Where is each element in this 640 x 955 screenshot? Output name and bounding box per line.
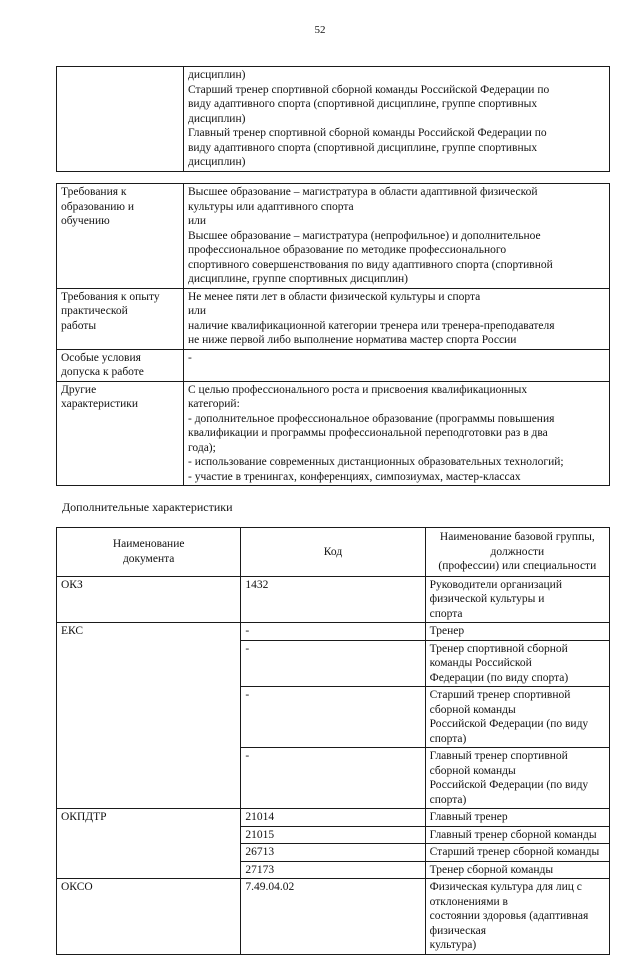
text-line: виду адаптивного спорта (спортивной дисциплине, группе спортивных: [188, 98, 538, 110]
text-line: Старший тренер спортивной сборной команды Российской Федерации по: [188, 83, 550, 96]
page-number: 52: [314, 24, 326, 36]
section-title: Дополнительные характеристики: [62, 500, 233, 514]
position-name-cell: [425, 748, 609, 809]
code-cell: 1432: [241, 576, 425, 623]
requirement-text: дисциплине, группе спортивных дисциплин): [188, 273, 408, 285]
header-text: Наименование базовой группы, должности: [439, 531, 595, 558]
table-row: [57, 381, 610, 486]
position-name: Тренер сборной команды: [429, 863, 554, 876]
position-name: Главный тренер сборной команды: [429, 828, 597, 841]
position-name: Физическая культура для лиц с отклонениями в: [429, 881, 582, 908]
continuation-cell: [184, 67, 610, 172]
table-row: [57, 67, 610, 172]
code-cell: 26713: [241, 844, 425, 862]
table-row: [57, 288, 610, 349]
requirement-value-cell: [184, 349, 610, 381]
requirement-text: - использование современных дистанционных образовательных технологий;: [188, 456, 564, 468]
requirement-text: Высшее образование – магистратура в области адаптивной физической: [188, 186, 538, 198]
requirement-label: работы: [61, 319, 97, 332]
text-line: виду адаптивного спорта (спортивной дисциплине, группе спортивных: [188, 141, 538, 154]
text-line: дисциплин): [188, 112, 246, 125]
code-cell: 21014: [241, 809, 425, 827]
requirement-text: категорий:: [188, 398, 240, 410]
requirement-text: спортивного совершенствования по виду адаптивного спорта (спортивной: [188, 258, 553, 271]
requirement-text: не ниже первой либо выполнение норматива мастер спорта России: [188, 334, 517, 346]
position-name: Федерации (по виду спорта): [429, 671, 569, 684]
requirement-text: профессиональное образование по методике профессионального: [188, 244, 507, 256]
position-name: Главный тренер спортивной сборной команды: [429, 750, 568, 777]
text-line: дисциплин): [188, 156, 246, 168]
header-text: (профессии) или специальности: [438, 560, 597, 572]
requirement-label: Требования к: [61, 186, 127, 198]
position-name: Старший тренер сборной команды: [429, 846, 600, 858]
table-row: [57, 576, 610, 623]
requirement-label: практической: [61, 305, 128, 317]
position-name-cell: [425, 687, 609, 748]
code-cell: -: [241, 748, 425, 809]
position-name-cell: [425, 623, 609, 641]
text-line: дисциплин): [188, 69, 246, 81]
position-name: Руководители организаций физической культуры и: [429, 578, 562, 605]
requirement-text: Не менее пяти лет в области физической культуры и спорта: [188, 290, 481, 303]
requirement-label-cell: [57, 349, 184, 381]
requirement-value-cell: [184, 288, 610, 349]
requirement-text: квалификации и программы профессиональной переподготовки раз в два: [188, 427, 548, 439]
requirement-text: - участие в тренингах, конференциях, симпозиумах, мастер-классах: [188, 470, 521, 483]
position-name: Российской Федерации (по виду спорта): [429, 779, 589, 806]
position-name: Российской Федерации (по виду спорта): [429, 718, 589, 745]
code-cell: 21015: [241, 826, 425, 844]
position-name-cell: [425, 844, 609, 862]
position-name-cell: [425, 809, 609, 827]
column-header: [241, 528, 425, 577]
requirement-text: или: [188, 305, 207, 317]
header-text: документа: [122, 552, 175, 565]
empty-label-cell: [57, 67, 184, 172]
requirement-value-cell: [184, 381, 610, 486]
position-name: культура): [429, 939, 477, 951]
position-name: спорта: [429, 607, 463, 620]
requirement-label: характеристики: [61, 398, 139, 410]
requirement-label: Требования к опыту: [61, 290, 160, 303]
table-header-row: [57, 528, 610, 577]
requirement-label-cell: [57, 288, 184, 349]
document-name-cell: ОКСО: [57, 879, 241, 955]
requirement-text: Высшее образование – магистратура (непрофильное) и дополнительное: [188, 229, 541, 242]
position-name-cell: [425, 879, 609, 955]
position-name: Главный тренер: [429, 811, 508, 823]
position-name-cell: [425, 640, 609, 687]
column-header: [57, 528, 241, 577]
code-cell: -: [241, 687, 425, 748]
header-text: Код: [323, 545, 343, 558]
requirement-text: или: [188, 215, 207, 227]
position-name-cell: [425, 861, 609, 879]
requirement-label-cell: [57, 381, 184, 486]
table-row: [57, 623, 610, 641]
text-line: Главный тренер спортивной сборной команды Российской Федерации по: [188, 127, 547, 139]
requirement-text: года);: [188, 441, 216, 454]
position-name: Тренер спортивной сборной команды Российской: [429, 642, 568, 669]
table-row: [57, 809, 610, 827]
requirement-text: С целью профессионального роста и присвоения квалификационных: [188, 383, 528, 396]
requirement-label: допуска к работе: [61, 366, 144, 378]
position-name: состоянии здоровья (адаптивная физическая: [429, 910, 589, 937]
code-cell: -: [241, 623, 425, 641]
requirement-label: Другие: [61, 383, 97, 396]
requirement-label: Особые условия: [61, 351, 141, 364]
table-row: [57, 184, 610, 289]
document-name-cell: ОКЗ: [57, 576, 241, 623]
table-row: [57, 349, 610, 381]
requirement-label: обучению: [61, 215, 110, 227]
document-name-cell: ЕКС: [57, 623, 241, 809]
column-header: [425, 528, 609, 577]
requirement-label-cell: [57, 184, 184, 289]
requirement-label: образованию и: [61, 200, 134, 213]
requirement-value-cell: [184, 184, 610, 289]
position-name-cell: [425, 576, 609, 623]
position-name: Старший тренер спортивной сборной команды: [429, 689, 571, 716]
requirement-text: -: [188, 351, 192, 364]
code-cell: 27173: [241, 861, 425, 879]
code-cell: -: [241, 640, 425, 687]
requirement-text: - дополнительное профессиональное образование (программы повышения: [188, 412, 555, 425]
code-cell: 7.49.04.02: [241, 879, 425, 955]
position-name: Тренер: [429, 625, 465, 637]
requirement-text: наличие квалификационной категории тренера или тренера-преподавателя: [188, 319, 555, 332]
table-row: [57, 879, 610, 955]
header-text: Наименование: [112, 538, 185, 551]
position-name-cell: [425, 826, 609, 844]
requirement-text: культуры или адаптивного спорта: [188, 200, 354, 213]
continuation-table: [56, 66, 610, 172]
additional-characteristics-table: [56, 527, 610, 955]
requirements-table: [56, 183, 610, 486]
document-name-cell: ОКПДТР: [57, 809, 241, 879]
